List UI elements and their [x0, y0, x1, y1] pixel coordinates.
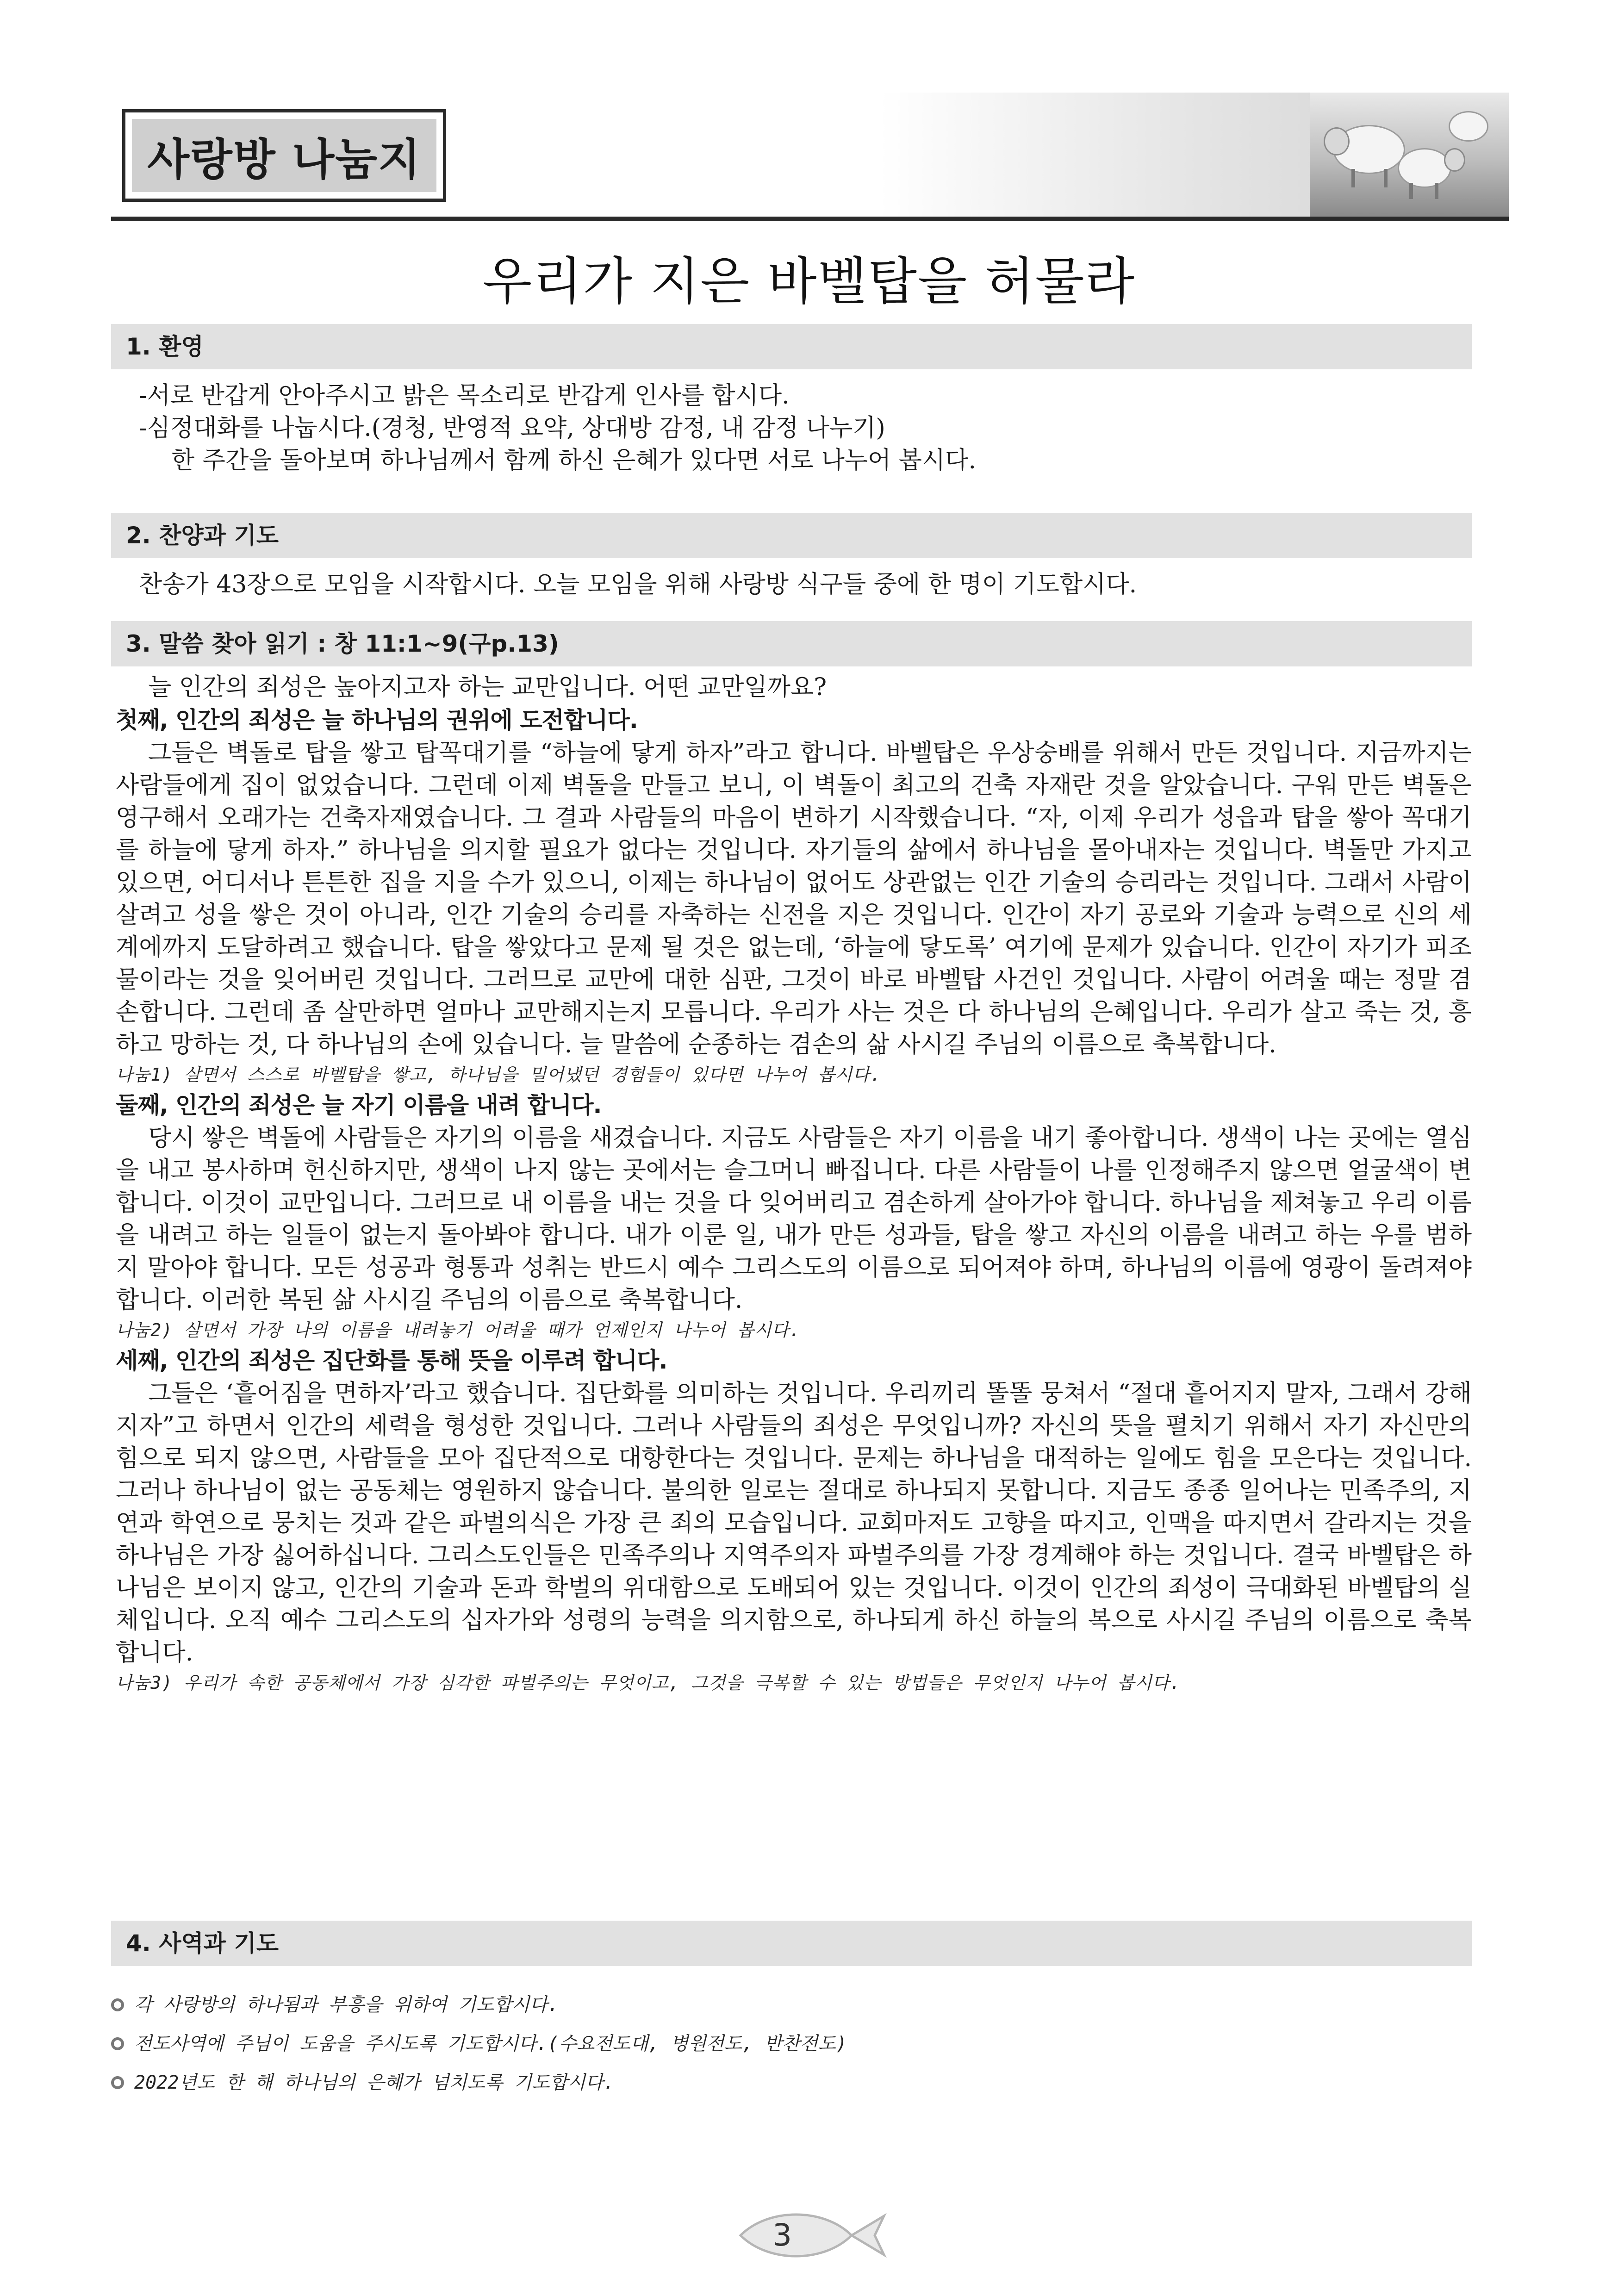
- page-number-area: [736, 2208, 889, 2263]
- header-label: 사랑방 나눔지: [147, 134, 421, 185]
- prayer-item: [111, 2024, 1453, 2063]
- sheep-body-2: [1398, 148, 1451, 188]
- page-title: 우리가 지은 바벨탑을 허물라: [482, 252, 1136, 311]
- point-1-heading: 첫째, 인간의 죄성은 늘 하나님의 권위에 도전합니다.: [116, 707, 638, 734]
- section-body-praise: [116, 568, 1472, 601]
- point-2-heading: 둘째, 인간의 죄성은 늘 자기 이름을 내려 합니다.: [116, 1092, 602, 1119]
- section-body-welcome: [116, 380, 1472, 477]
- point-3-heading: 세째, 인간의 죄성은 집단화를 통해 뜻을 이루려 합니다.: [116, 1347, 667, 1374]
- welcome-line-1: -서로 반갑게 안아주시고 밝은 목소리로 반갑게 인사를 합시다.: [139, 382, 790, 410]
- sheep-leg: [1409, 183, 1413, 199]
- sheep-head-2: [1444, 148, 1465, 172]
- prayer-item-text: 2022년도 한 해 하나님의 은혜가 넘치도록 기도합시다.: [134, 2072, 615, 2093]
- point-1-paragraph: 그들은 벽돌로 탑을 쌓고 탑꼭대기를 “하늘에 닿게 하자”라고 합니다. 바벨탑은 우상숭배를 위해서 만든 것입니다. 지금까지는 사람들에게 집이 없었습니다. 그런데 이제 벽돌을 만들고 보니, 이 벽돌이 최고의 건축 자재란 것을 알았습니다. 구워 만든 벽돌은 영구해서 오래가는 건축자재였습니다. 그 결과 사람들의 마음이 변하기 시작했습니다. “자, 이제 우리가 성읍과 탑을 쌓아 꼭대기를 하늘에 닿게 하자.” 하나님을 의지할 필요가 없다는 것입니다. 자기들의 삶에서 하나님을 몰아내자는 것입니다. 벽돌만 가지고 있으면, 어디서나 튼튼한 집을 지을 수가 있으니, 이제는 하나님이 없어도 상관없는 인간 기술의 승리라는 것입니다. 그래서 사람이 살려고 성을 쌓은 것이 아니라, 인간 기술의 승리를 자축하는 신전을 지은 것입니다. 인간이 자기 공로와 기술과 능력으로 신의 세계에까지 도달하려고 했습니다. 탑을 쌓았다고 문제 될 것은 없는데, ‘하늘에 닿도록’ 여기에 문제가 있습니다. 인간이 자기가 피조물이라는 것을 잊어버린 것입니다. 그러므로 교만에 대한 심판, 그것이 바로 바벨탑 사건인 것입니다. 사람이 어려울 때는 정말 겸손합니다. 그런데 좀 살만하면 얼마나 교만해지는지 모릅니다. 우리가 사는 것은 다 하나님의 은혜입니다. 우리가 살고 죽는 것, 흥하고 망하는 것, 다 하나님의 손에 있습니다. 늘 말씀에 순종하는 겸손의 삶 사시길 주님의 이름으로 축복합니다.: [116, 739, 1472, 1058]
- sheep-body-3: [1449, 111, 1488, 142]
- section-body-scripture: [116, 671, 1472, 1697]
- header-label-inner: [132, 119, 436, 192]
- sheep-leg: [1384, 169, 1388, 187]
- page-number: 3: [772, 2217, 792, 2253]
- prayer-item-text: 각 사랑방의 하나됨과 부흥을 위하여 기도합시다.: [134, 1994, 559, 2016]
- welcome-line-3: 한 주간을 돌아보며 하나님께서 함께 하신 은혜가 있다면 서로 나누어 봅시다.: [171, 447, 977, 474]
- prayer-item: [111, 2063, 1453, 2102]
- sheep-leg: [1351, 169, 1355, 187]
- section-head-praise: 2. 찬양과 기도: [111, 513, 1472, 558]
- prayer-item-text: 전도사역에 주님이 도움을 주시도록 기도합시다.(수요전도대, 병원전도, 반찬전도): [134, 2033, 847, 2054]
- prayer-item: [111, 1985, 1453, 2024]
- prayer-list: [111, 1985, 1453, 2102]
- point-2-paragraph: 당시 쌓은 벽돌에 사람들은 자기의 이름을 새겼습니다. 지금도 사람들은 자기 이름을 내기 좋아합니다. 생색이 나는 곳에는 열심을 내고 봉사하며 헌신하지만, 생색이 나지 않는 곳에서는 슬그머니 빠집니다. 다른 사람들이 나를 인정해주지 않으면 얼굴색이 변합니다. 이것이 교만입니다. 그러므로 내 이름을 내는 것을 다 잊어버리고 겸손하게 살아가야 합니다. 하나님을 제쳐놓고 우리 이름을 내려고 하는 일들이 없는지 돌아봐야 합니다. 내가 이룬 일, 내가 만든 성과들, 탑을 쌓고 자신의 이름을 내려고 하는 우를 범하지 말아야 합니다. 모든 성공과 형통과 성취는 반드시 예수 그리스도의 이름으로 되어져야 하며, 하나님의 이름에 영광이 돌려져야 합니다. 이러한 복된 삶 사시길 주님의 이름으로 축복합니다.: [116, 1124, 1472, 1314]
- sheep-photo: [1310, 93, 1509, 217]
- sharing-question-3: 나눔3) 우리가 속한 공동체에서 가장 심각한 파벌주의는 무엇이고, 그것을 극복할 수 있는 방법들은 무엇인지 나누어 봅시다.: [116, 1673, 1181, 1693]
- welcome-line-2: -심정대화를 나눕시다.(경청, 반영적 요약, 상대방 감정, 내 감정 나누기): [139, 414, 885, 442]
- sharing-question-1: 나눔1) 살면서 스스로 바벨탑을 쌓고, 하나님을 밀어냈던 경험들이 있다면 나누어 봅시다.: [116, 1064, 882, 1085]
- sheep-head-1: [1324, 127, 1350, 156]
- scripture-lead: 늘 인간의 죄성은 높아지고자 하는 교만입니다. 어떤 교만일까요?: [148, 673, 827, 701]
- point-3-paragraph: 그들은 ‘흩어짐을 면하자’라고 했습니다. 집단화를 의미하는 것입니다. 우리끼리 똘똘 뭉쳐서 “절대 흩어지지 말자, 그래서 강해지자”고 하면서 인간의 세력을 형성한 것입니다. 그러나 사람들의 죄성은 무엇입니까? 자신의 뜻을 펼치기 위해서 자기 자신만의 힘으로 되지 않으면, 사람들을 모아 집단적으로 대항한다는 것입니다. 문제는 하나님을 대적하는 일에도 힘을 모은다는 것입니다. 그러나 하나님이 없는 공동체는 영원하지 않습니다. 불의한 일로는 절대로 하나되지 못합니다. 지금도 종종 일어나는 민족주의, 지연과 학연으로 뭉치는 것과 같은 파벌의식은 가장 큰 죄의 모습입니다. 교회마저도 고향을 따지고, 인맥을 따지면서 갈라지는 것을 하나님은 가장 싫어하십니다. 그리스도인들은 민족주의나 지역주의자 파벌주의를 가장 경계해야 하는 것입니다. 결국 바벨탑은 하나님은 보이지 않고, 인간의 기술과 돈과 학벌의 위대함으로 도배되어 있는 것입니다. 이것이 인간의 죄성이 극대화된 바벨탑의 실체입니다. 오직 예수 그리스도의 십자가와 성령의 능력을 의지함으로, 하나되게 하신 하늘의 복으로 사시길 주님의 이름으로 축복합니다.: [116, 1380, 1472, 1667]
- circle-bullet-icon: [111, 1998, 124, 2011]
- section-head-welcome: 1. 환영: [111, 324, 1472, 369]
- sharing-question-2: 나눔2) 살면서 가장 나의 이름을 내려놓기 어려울 때가 언제인지 나누어 봅시다.: [116, 1320, 801, 1340]
- header-label-box: [122, 109, 446, 202]
- section-head-ministry: 4. 사역과 기도: [111, 1921, 1472, 1966]
- header-band: [111, 93, 1509, 221]
- praise-text: 찬송가 43장으로 모임을 시작합시다. 오늘 모임을 위해 사랑방 식구들 중에 한 명이 기도합시다.: [139, 571, 1137, 598]
- circle-bullet-icon: [111, 2037, 124, 2050]
- section-head-scripture: 3. 말씀 찾아 읽기 : 창 11:1~9(구p.13): [111, 621, 1472, 666]
- circle-bullet-icon: [111, 2076, 124, 2089]
- sheep-leg: [1435, 183, 1438, 199]
